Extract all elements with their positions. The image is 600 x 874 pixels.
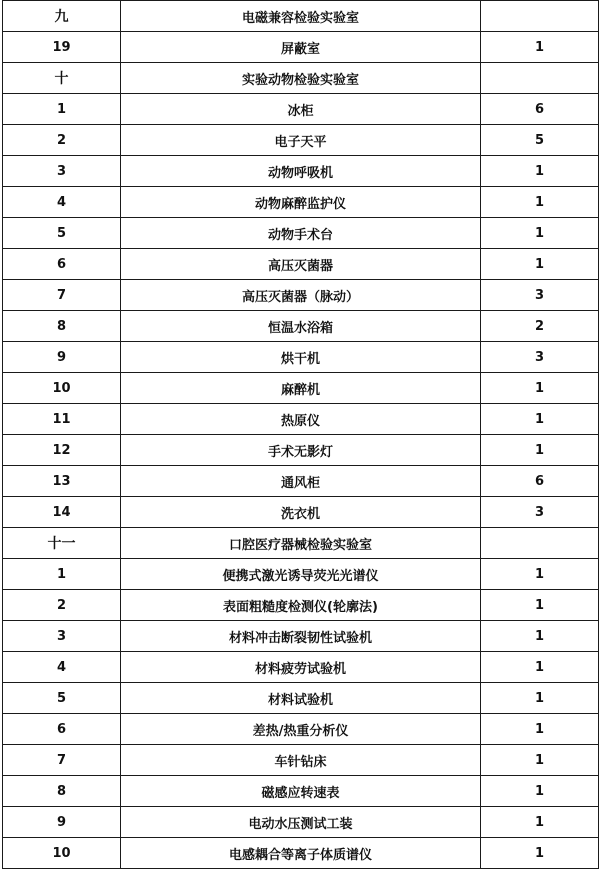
table-row <box>3 404 599 435</box>
table-row <box>3 497 599 528</box>
equipment-name-cell: 电感耦合等离子体质谱仪 <box>121 838 481 869</box>
equipment-name-cell: 手术无影灯 <box>121 435 481 466</box>
table-row <box>3 373 599 404</box>
row-number-cell: 3 <box>3 621 121 652</box>
equipment-name-cell: 材料试验机 <box>121 683 481 714</box>
row-number-cell: 13 <box>3 466 121 497</box>
equipment-name-cell: 麻醉机 <box>121 373 481 404</box>
table-row <box>3 125 599 156</box>
quantity-cell <box>481 1 599 32</box>
row-number-cell: 2 <box>3 590 121 621</box>
quantity-cell: 1 <box>481 373 599 404</box>
quantity-cell: 1 <box>481 249 599 280</box>
equipment-name-cell: 便携式激光诱导荧光光谱仪 <box>121 559 481 590</box>
equipment-name-cell: 高压灭菌器（脉动） <box>121 280 481 311</box>
equipment-name-cell: 电动水压测试工装 <box>121 807 481 838</box>
section-header-row <box>3 63 599 94</box>
row-number-cell: 十一 <box>3 528 121 559</box>
row-number-cell: 5 <box>3 683 121 714</box>
table-row <box>3 559 599 590</box>
quantity-cell <box>481 63 599 94</box>
table-row <box>3 280 599 311</box>
quantity-cell: 6 <box>481 466 599 497</box>
row-number-cell: 6 <box>3 714 121 745</box>
row-number-cell: 5 <box>3 218 121 249</box>
table-row <box>3 652 599 683</box>
quantity-cell: 1 <box>481 187 599 218</box>
quantity-cell: 1 <box>481 559 599 590</box>
table-row <box>3 745 599 776</box>
section-header-row <box>3 1 599 32</box>
equipment-name-cell: 车针钻床 <box>121 745 481 776</box>
table-row <box>3 32 599 63</box>
table-row <box>3 621 599 652</box>
quantity-cell: 1 <box>481 714 599 745</box>
table-row <box>3 94 599 125</box>
row-number-cell: 8 <box>3 776 121 807</box>
row-number-cell: 九 <box>3 1 121 32</box>
quantity-cell: 1 <box>481 404 599 435</box>
row-number-cell: 11 <box>3 404 121 435</box>
row-number-cell: 1 <box>3 94 121 125</box>
equipment-name-cell: 烘干机 <box>121 342 481 373</box>
table-row <box>3 156 599 187</box>
quantity-cell: 1 <box>481 590 599 621</box>
quantity-cell: 1 <box>481 435 599 466</box>
table-row <box>3 342 599 373</box>
table-row <box>3 714 599 745</box>
section-header-row <box>3 528 599 559</box>
row-number-cell: 8 <box>3 311 121 342</box>
row-number-cell: 12 <box>3 435 121 466</box>
quantity-cell: 1 <box>481 156 599 187</box>
quantity-cell: 1 <box>481 621 599 652</box>
section-title: 实验动物检验实验室 <box>121 63 481 94</box>
row-number-cell: 4 <box>3 187 121 218</box>
equipment-name-cell: 屏蔽室 <box>121 32 481 63</box>
equipment-name-cell: 动物呼吸机 <box>121 156 481 187</box>
quantity-cell: 1 <box>481 745 599 776</box>
row-number-cell: 3 <box>3 156 121 187</box>
quantity-cell: 3 <box>481 280 599 311</box>
quantity-cell: 1 <box>481 218 599 249</box>
equipment-name-cell: 表面粗糙度检测仪(轮廓法) <box>121 590 481 621</box>
quantity-cell: 1 <box>481 683 599 714</box>
row-number-cell: 6 <box>3 249 121 280</box>
row-number-cell: 十 <box>3 63 121 94</box>
equipment-name-cell: 材料冲击断裂韧性试验机 <box>121 621 481 652</box>
equipment-name-cell: 冰柜 <box>121 94 481 125</box>
table-row <box>3 435 599 466</box>
equipment-name-cell: 差热/热重分析仪 <box>121 714 481 745</box>
table-row <box>3 776 599 807</box>
row-number-cell: 19 <box>3 32 121 63</box>
equipment-name-cell: 磁感应转速表 <box>121 776 481 807</box>
equipment-name-cell: 热原仪 <box>121 404 481 435</box>
table-row <box>3 249 599 280</box>
quantity-cell: 1 <box>481 807 599 838</box>
row-number-cell: 4 <box>3 652 121 683</box>
table-row <box>3 218 599 249</box>
equipment-name-cell: 高压灭菌器 <box>121 249 481 280</box>
equipment-table <box>2 0 599 869</box>
row-number-cell: 10 <box>3 373 121 404</box>
quantity-cell: 1 <box>481 652 599 683</box>
equipment-name-cell: 动物麻醉监护仪 <box>121 187 481 218</box>
table-row <box>3 807 599 838</box>
equipment-name-cell: 动物手术台 <box>121 218 481 249</box>
table-row <box>3 311 599 342</box>
row-number-cell: 9 <box>3 342 121 373</box>
quantity-cell: 3 <box>481 342 599 373</box>
equipment-table-body <box>3 1 599 869</box>
quantity-cell: 1 <box>481 838 599 869</box>
quantity-cell <box>481 528 599 559</box>
row-number-cell: 9 <box>3 807 121 838</box>
table-row <box>3 838 599 869</box>
table-row <box>3 683 599 714</box>
row-number-cell: 14 <box>3 497 121 528</box>
equipment-name-cell: 材料疲劳试验机 <box>121 652 481 683</box>
table-row <box>3 590 599 621</box>
quantity-cell: 5 <box>481 125 599 156</box>
row-number-cell: 1 <box>3 559 121 590</box>
equipment-name-cell: 洗衣机 <box>121 497 481 528</box>
equipment-name-cell: 电子天平 <box>121 125 481 156</box>
quantity-cell: 3 <box>481 497 599 528</box>
table-row <box>3 466 599 497</box>
quantity-cell: 1 <box>481 32 599 63</box>
quantity-cell: 1 <box>481 776 599 807</box>
row-number-cell: 7 <box>3 745 121 776</box>
section-title: 电磁兼容检验实验室 <box>121 1 481 32</box>
row-number-cell: 7 <box>3 280 121 311</box>
row-number-cell: 10 <box>3 838 121 869</box>
quantity-cell: 2 <box>481 311 599 342</box>
equipment-name-cell: 恒温水浴箱 <box>121 311 481 342</box>
table-row <box>3 187 599 218</box>
equipment-name-cell: 通风柜 <box>121 466 481 497</box>
section-title: 口腔医疗器械检验实验室 <box>121 528 481 559</box>
quantity-cell: 6 <box>481 94 599 125</box>
row-number-cell: 2 <box>3 125 121 156</box>
